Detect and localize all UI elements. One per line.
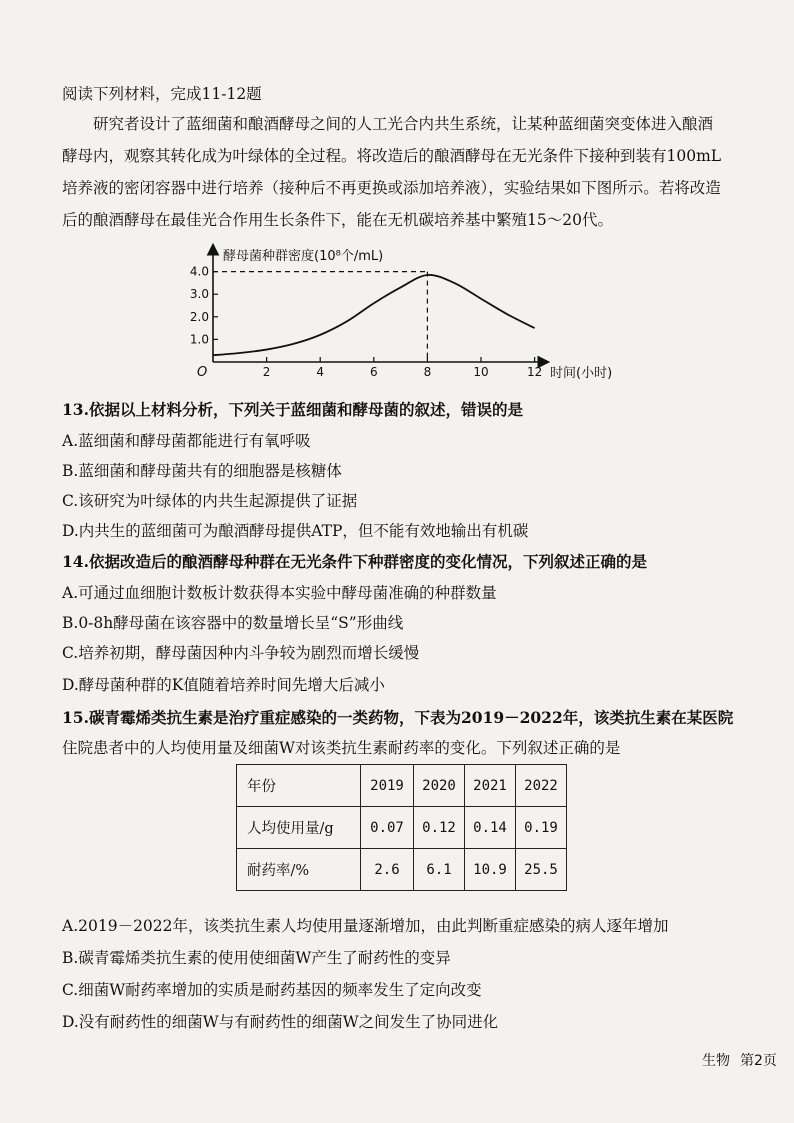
q13-stem: 13.依据以上材料分析，下列关于蓝细菌和酵母菌的叙述，错误的是 [62,400,523,419]
material-line-3: 培养液的密闭容器中进行培养（接种后不再更换或添加培养液），实验结果如下图所示。若将改造 [62,179,721,197]
material-line-1: 研究者设计了蓝细菌和酿酒酵母之间的人工光合内共生系统，让某种蓝细菌突变体进入酿酒 [93,115,714,133]
antibiotic-table [236,764,567,891]
y-tick-label: 3.0 [189,287,209,302]
q14-option-d: D.酵母菌种群的K值随着培养时间先增大后减小 [62,676,385,694]
table-cell: 0.14 [465,807,516,849]
q15-option-a: A.2019－2022年，该类抗生素人均使用量逐渐增加，由此判断重症感染的病人逐年增加 [62,917,669,935]
origin-label: O [197,365,208,380]
q14-stem: 14.依据改造后的酿酒酵母种群在无光条件下种群密度的变化情况，下列叙述正确的是 [62,552,647,571]
section-heading: 阅读下列材料，完成11-12题 [62,85,262,103]
table-header-cell: 2021 [465,765,516,807]
x-tick-label: 2 [262,365,271,379]
table-header-cell: 2019 [361,765,414,807]
y-tick-label: 4.0 [189,264,209,279]
material-line-4: 后的酿酒酵母在最佳光合作用生长条件下，能在无机碳培养基中繁殖15～20代。 [62,211,613,229]
q15-option-b: B.碳青霉烯类抗生素的使用使细菌W产生了耐药性的变异 [62,949,451,967]
table-row [237,849,567,891]
table-header-cell: 年份 [237,765,361,807]
table-header-cell: 2022 [516,765,567,807]
table-cell: 2.6 [361,849,414,891]
x-tick-label: 8 [423,365,432,379]
x-tick-label: 10 [473,365,489,379]
x-tick-label: 4 [316,365,325,379]
material-line-2: 酵母内，观察其转化成为叶绿体的全过程。将改造后的酿酒酵母在无光条件下接种到装有100mL [62,147,722,165]
table-header-row [237,765,567,807]
x-tick-label: 6 [369,365,378,379]
y-tick-label: 1.0 [189,332,209,347]
y-tick-label: 2.0 [189,309,209,324]
footer-page: 第2页 [740,1053,777,1069]
table-cell: 0.19 [516,807,567,849]
table-cell: 25.5 [516,849,567,891]
table-cell: 0.07 [361,807,414,849]
table-header-cell: 2020 [414,765,465,807]
q13-option-d: D.内共生的蓝细菌可为酿酒酵母提供ATP，但不能有效地输出有机碳 [62,522,529,540]
q13-option-a: A.蓝细菌和酵母菌都能进行有氧呼吸 [62,432,311,450]
q14-option-a: A.可通过血细胞计数板计数获得本实验中酵母菌准确的种群数量 [62,584,497,602]
q13-option-b: B.蓝细菌和酵母菌共有的细胞器是核糖体 [62,462,342,480]
q15-stem-line-1: 15.碳青霉烯类抗生素是治疗重症感染的一类药物，下表为2019－2022年，该类抗生素在某医院 [62,708,734,727]
q15-option-c: C.细菌W耐药率增加的实质是耐药基因的频率发生了定向改变 [62,981,482,999]
q14-option-b: B.0-8h酵母菌在该容器中的数量增长呈“S”形曲线 [62,614,404,632]
q13-option-c: C.该研究为叶绿体的内共生起源提供了证据 [62,492,358,510]
table-cell: 10.9 [465,849,516,891]
x-tick-label: 12 [526,365,543,379]
density-curve [213,275,535,355]
q15-stem-line-2: 住院患者中的人均使用量及细菌W对该类抗生素耐药率的变化。下列叙述正确的是 [62,739,621,757]
table-cell: 人均使用量/g [237,807,361,849]
table-cell: 6.1 [414,849,465,891]
q15-option-d: D.没有耐药性的细菌W与有耐药性的细菌W之间发生了协同进化 [62,1013,499,1031]
x-axis-label: 时间(小时) [550,366,613,381]
footer-subject: 生物 [702,1053,730,1069]
table-cell: 0.12 [414,807,465,849]
table-cell: 耐药率/% [237,849,361,891]
y-axis-label: 酵母菌种群密度(10⁸个/mL) [223,249,384,264]
table-row [237,807,567,849]
yeast-density-chart [189,238,645,388]
q14-option-c: C.培养初期，酵母菌因种内斗争较为剧烈而增长缓慢 [62,644,420,662]
